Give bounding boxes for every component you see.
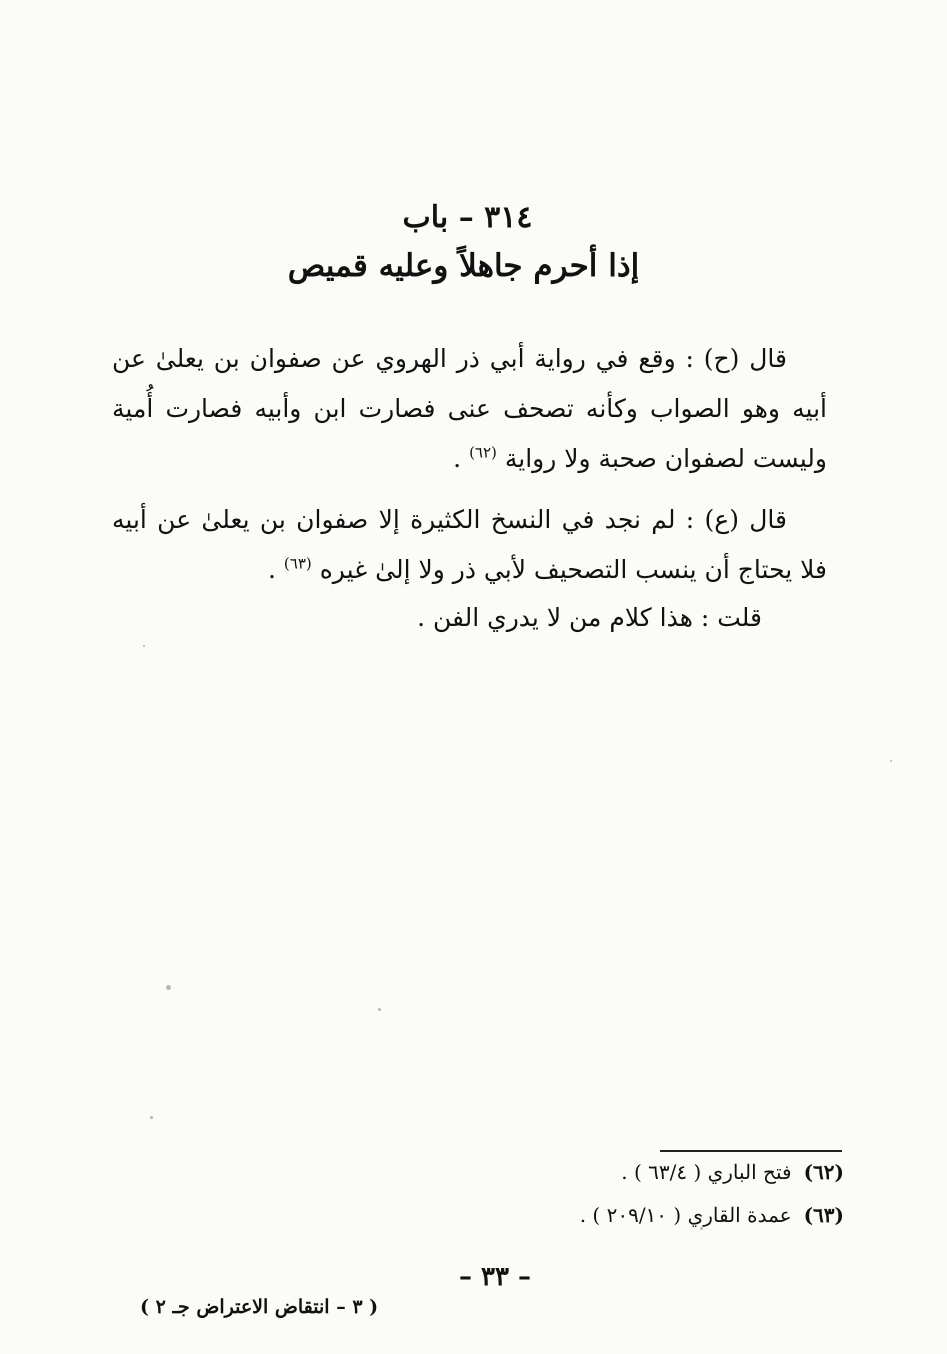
paragraph-3-text: قلت : هذا كلام من لا يدري الفن . (417, 603, 762, 632)
paragraph-1 (112, 334, 827, 484)
paragraph-1-end: . (453, 444, 470, 473)
scan-speck (700, 1227, 703, 1230)
paragraph-2-end: . (268, 555, 284, 584)
scan-speck (378, 1008, 381, 1011)
page-number: – ٣٣ – (458, 1262, 532, 1292)
paragraph-2-text: قال (ع) : لم نجد في النسخ الكثيرة إلا صفوان بن يعلىٰ عن أبيه فلا يحتاج أن ينسب التصحيف لأبي ذر ولا إلىٰ غيره (112, 505, 827, 584)
chapter-number: ٣١٤ – باب (402, 200, 533, 235)
footnote-ref-63: (٦٣) (283, 554, 312, 573)
footnote-63-text: عمدة القاري ( ٢٠٩/١٠ ) . (579, 1203, 792, 1227)
footnote-separator (660, 1150, 842, 1152)
footnote-62-number: (٦٢) (803, 1160, 844, 1184)
chapter-title: إذا أحرم جاهلاً وعليه قميص (287, 248, 640, 284)
scan-speck (166, 985, 171, 990)
footnote-63-number: (٦٣) (803, 1203, 844, 1227)
scan-speck (890, 760, 892, 762)
footnote-ref-62: (٦٢) (469, 443, 497, 462)
paragraph-3 (112, 593, 802, 643)
paragraph-2 (112, 495, 827, 595)
scan-speck (143, 645, 145, 647)
scan-speck (150, 1116, 153, 1119)
footnote-63 (580, 1203, 844, 1227)
paragraph-1-text: قال (ح) : وقع في رواية أبي ذر الهروي عن صفوان بن يعلىٰ عن أبيه وهو الصواب وكأنه تصحف عنى فصارت ابن وأبيه فصارت أُمية وليست لصفوان صحبة ولا رواية (112, 344, 827, 473)
printer-signature: ( ٣ – انتقاض الاعتراض جـ ٢ ) (140, 1296, 379, 1318)
footnote-62-text: فتح الباري ( ٦٣/٤ ) . (621, 1160, 792, 1184)
footnote-62 (621, 1160, 844, 1184)
